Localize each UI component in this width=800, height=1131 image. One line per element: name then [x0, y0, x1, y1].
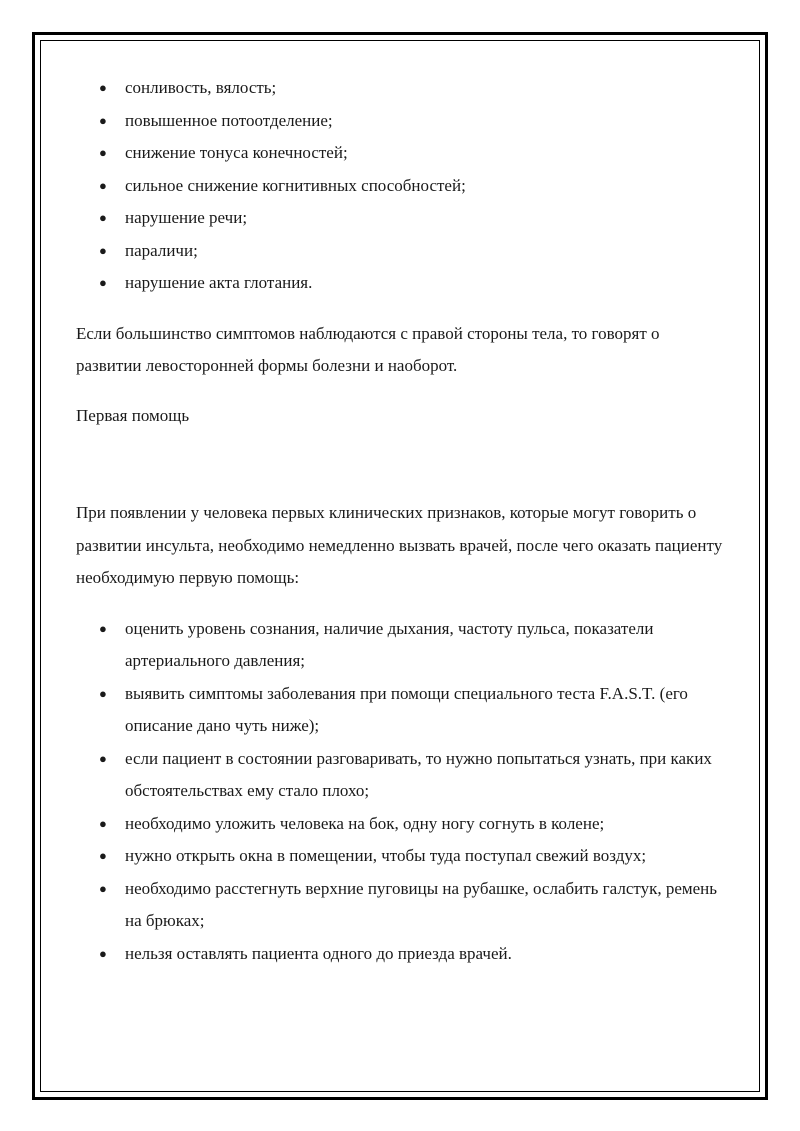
bullet-icon: ● [99, 210, 107, 225]
bullet-icon: ● [99, 945, 107, 961]
bullet-icon: ● [99, 880, 107, 896]
bullet-icon: ● [99, 112, 107, 128]
list-item: ● сонливость, вялость; [76, 72, 726, 105]
list-item: ● необходимо уложить человека на бок, одну ногу согнуть в колене; [76, 808, 726, 841]
bullet-icon: ● [99, 177, 107, 193]
list-item: ● выявить симптомы заболевания при помощи специального теста F.A.S.T. (его описание дано чуть ниже); [76, 678, 726, 743]
bullet-icon: ● [99, 750, 107, 766]
list-item: ● необходимо расстегнуть верхние пуговицы на рубашке, ослабить галстук, ремень на брюках; [76, 873, 726, 938]
bullet-icon: ● [99, 242, 107, 258]
list-item: ● нарушение акта глотания. [76, 267, 726, 300]
section-heading-first-aid: Первая помощь [76, 405, 190, 425]
paragraph-first-aid-intro: При появлении у человека первых клинических признаков, которые могут говорить о развитии инсульта, необходимо немедленно вызвать врачей, после чего оказать пациенту необходимую первую помощь: [76, 503, 723, 587]
bullet-icon: ● [99, 685, 107, 701]
list-item: ● сильное снижение когнитивных способностей; [76, 170, 726, 203]
list-item: ● повышенное потоотделение; [76, 105, 726, 138]
document-body [76, 72, 726, 970]
paragraph-lateralization: Если большинство симптомов наблюдаются с правой стороны тела, то говорят о развитии левосторонней формы болезни и наоборот. [76, 323, 660, 375]
list-item: ● оценить уровень сознания, наличие дыхания, частоту пульса, показатели артериального давления; [76, 613, 726, 678]
bullet-icon: ● [99, 275, 107, 290]
list-item: ● нарушение речи; [76, 202, 726, 235]
list-item: ● снижение тонуса конечностей; [76, 137, 726, 170]
symptoms-list [76, 72, 726, 300]
bullet-icon: ● [99, 145, 107, 160]
list-item: ● нельзя оставлять пациента одного до приезда врачей. [76, 938, 726, 971]
list-item: ● если пациент в состоянии разговаривать, то нужно попытаться узнать, при каких обстоятельствах ему стало плохо; [76, 743, 726, 808]
list-item: ● нужно открыть окна в помещении, чтобы туда поступал свежий воздух; [76, 840, 726, 873]
bullet-icon: ● [99, 620, 107, 636]
first-aid-list [76, 613, 726, 971]
list-item: ● параличи; [76, 235, 726, 268]
bullet-icon: ● [99, 815, 107, 831]
bullet-icon: ● [99, 848, 107, 863]
bullet-icon: ● [99, 80, 107, 95]
